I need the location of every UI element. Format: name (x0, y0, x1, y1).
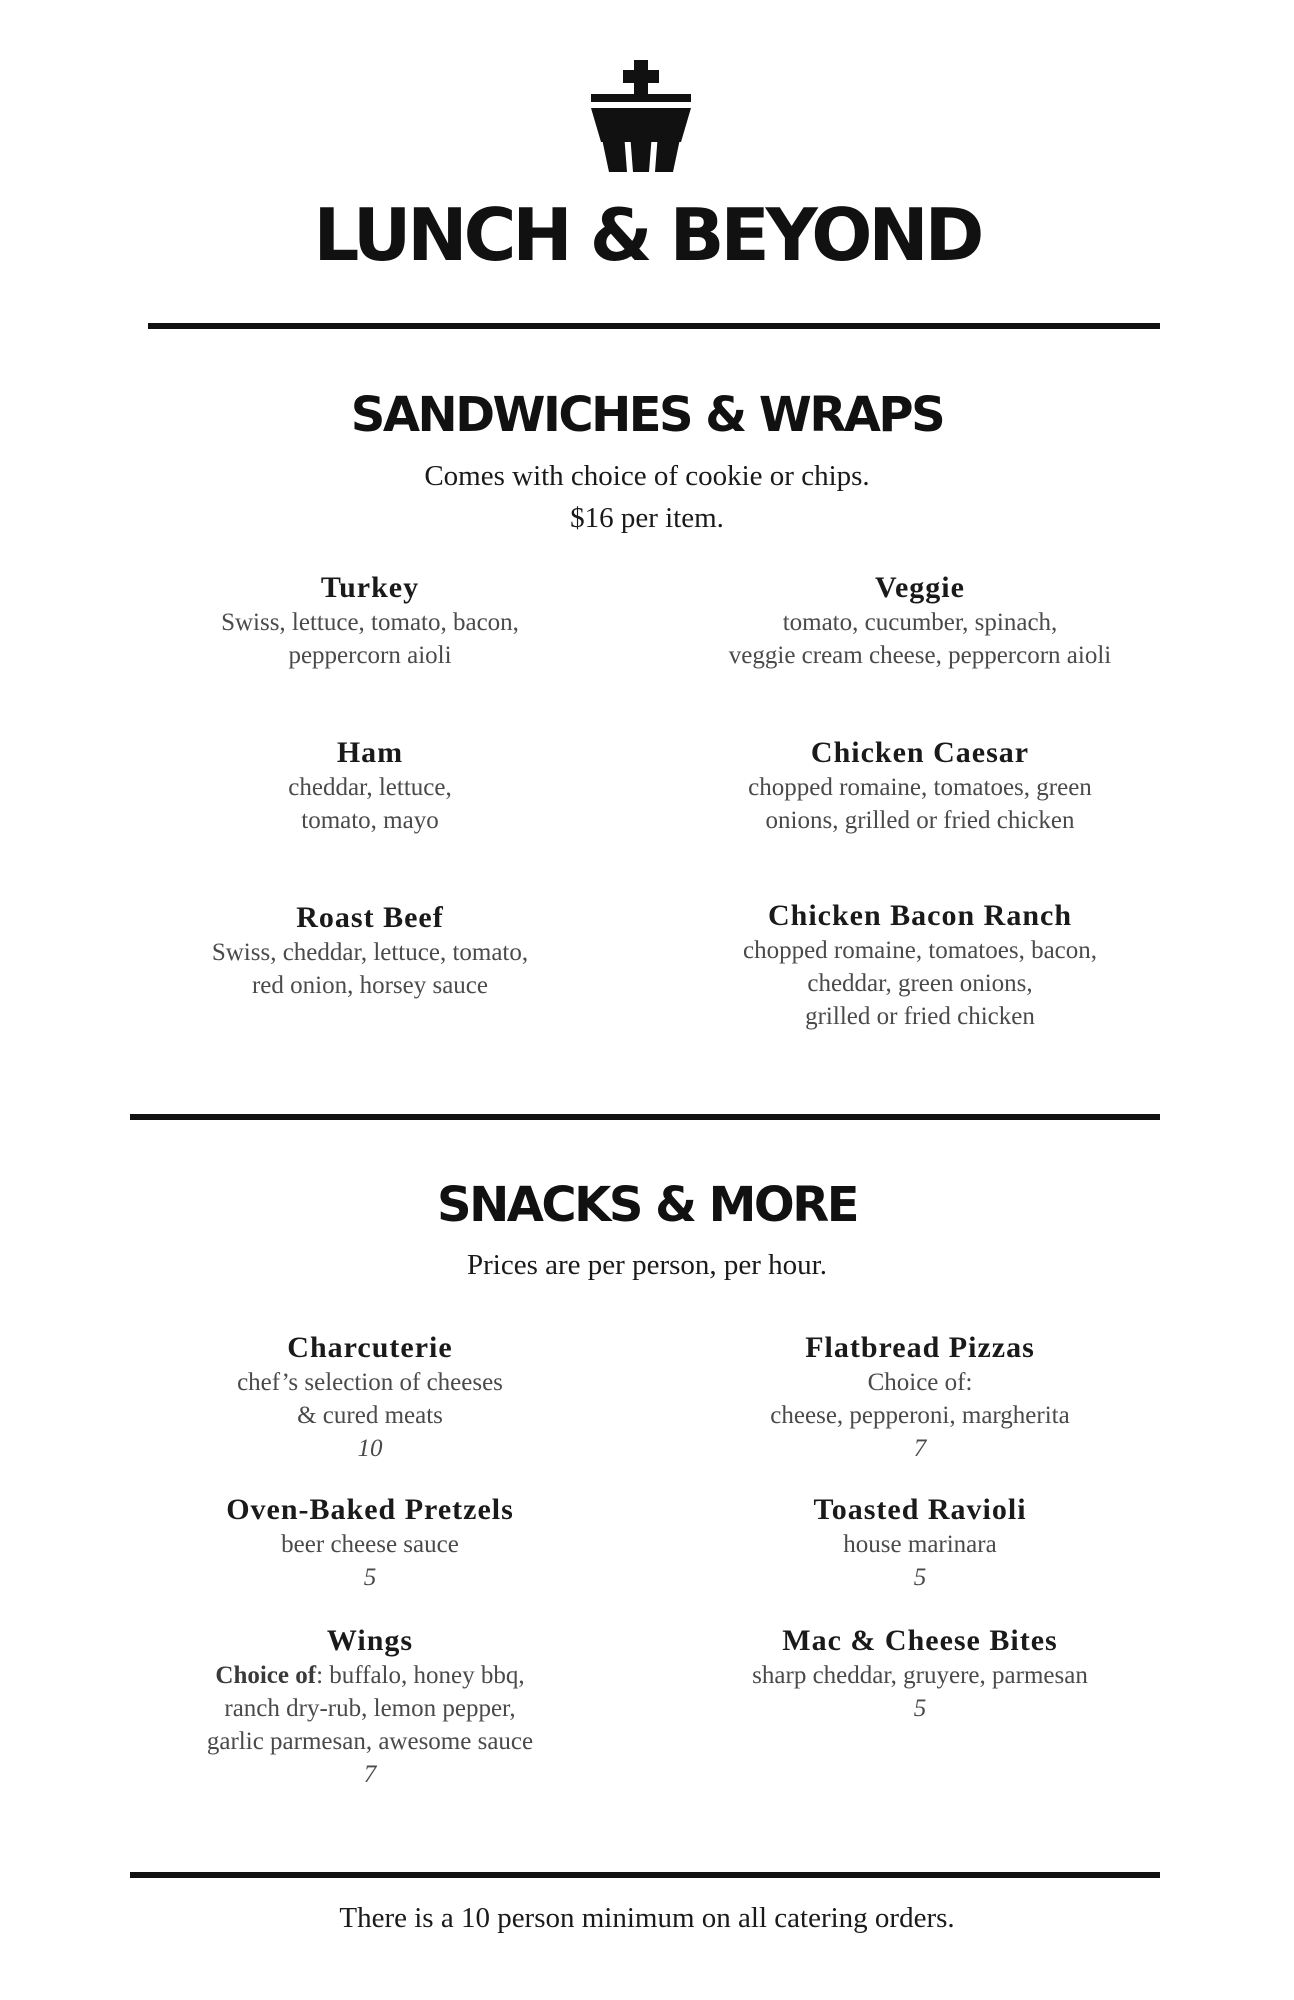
item-description: chef’s selection of cheeses & cured meats (237, 1369, 503, 1429)
choice-of-label: Choice of (215, 1662, 317, 1689)
item-description: Choice of: cheese, pepperoni, margherita (770, 1369, 1070, 1429)
item-description: Swiss, lettuce, tomato, bacon, peppercorn aioli (221, 609, 519, 669)
item-name: Toasted Ravioli (813, 1493, 1027, 1526)
section-divider (130, 1872, 1160, 1878)
item-price: 7 (913, 1435, 927, 1462)
footer-note: There is a 10 person minimum on all catering orders. (339, 1902, 955, 1934)
item-description: sharp cheddar, gruyere, parmesan (752, 1662, 1088, 1689)
item-name: Veggie (875, 571, 965, 604)
menu-item-wings (150, 1623, 590, 1791)
item-name: Flatbread Pizzas (805, 1331, 1035, 1364)
menu-item-flatbread-pizzas (700, 1330, 1140, 1465)
menu-item-chicken-caesar (700, 735, 1140, 837)
item-name: Ham (336, 736, 404, 769)
item-price: 5 (913, 1695, 927, 1722)
item-name: Roast Beef (296, 901, 444, 934)
item-description: chopped romaine, tomatoes, green onions, grilled or fried chicken (748, 774, 1092, 834)
sandwiches-subtitle: Comes with choice of cookie or chips. (424, 460, 870, 492)
section-divider (130, 1114, 1160, 1120)
item-name: Wings (326, 1624, 414, 1657)
menu-item-mac-cheese-bites (700, 1623, 1140, 1725)
section-title-snacks: SNACKS & MORE (437, 1177, 857, 1233)
item-name: Turkey (320, 571, 420, 604)
item-name: Chicken Bacon Ranch (767, 899, 1073, 932)
menu-item-chicken-bacon-ranch (700, 898, 1140, 1033)
menu-item-oven-baked-pretzels (150, 1492, 590, 1594)
section-divider (148, 323, 1160, 329)
menu-item-charcuterie (150, 1330, 590, 1465)
item-description-text: : buffalo, honey bbq, ranch dry-rub, lemon pepper, garlic parmesan, awesome sauce (206, 1662, 534, 1755)
item-name: Charcuterie (287, 1331, 453, 1364)
item-description (150, 1659, 590, 1758)
item-price: 5 (913, 1564, 927, 1591)
item-price: 10 (357, 1435, 383, 1462)
menu-item-ham (150, 735, 590, 837)
item-description: tomato, cucumber, spinach, veggie cream cheese, peppercorn aioli (728, 609, 1112, 669)
item-name: Oven-Baked Pretzels (226, 1493, 514, 1526)
snacks-subtitle: Prices are per person, per hour. (467, 1249, 827, 1281)
sandwiches-price-note: $16 per item. (570, 502, 724, 534)
crown-cross-icon (588, 60, 694, 172)
item-description: cheddar, lettuce, tomato, mayo (288, 774, 452, 834)
menu-item-roast-beef (150, 900, 590, 1002)
item-name: Mac & Cheese Bites (782, 1624, 1058, 1657)
menu-item-toasted-ravioli (700, 1492, 1140, 1594)
page-title: LUNCH & BEYOND (313, 193, 981, 277)
item-description: Swiss, cheddar, lettuce, tomato, red onion, horsey sauce (211, 939, 529, 999)
item-price: 5 (363, 1564, 377, 1591)
section-title-sandwiches: SANDWICHES & WRAPS (350, 387, 944, 443)
menu-item-turkey (150, 570, 590, 672)
menu-item-veggie (700, 570, 1140, 672)
item-description: chopped romaine, tomatoes, bacon, cheddar, green onions, grilled or fried chicken (742, 937, 1098, 1030)
item-name: Chicken Caesar (810, 736, 1030, 769)
item-description: house marinara (843, 1531, 997, 1558)
item-description: beer cheese sauce (281, 1531, 459, 1558)
item-price: 7 (363, 1761, 377, 1788)
